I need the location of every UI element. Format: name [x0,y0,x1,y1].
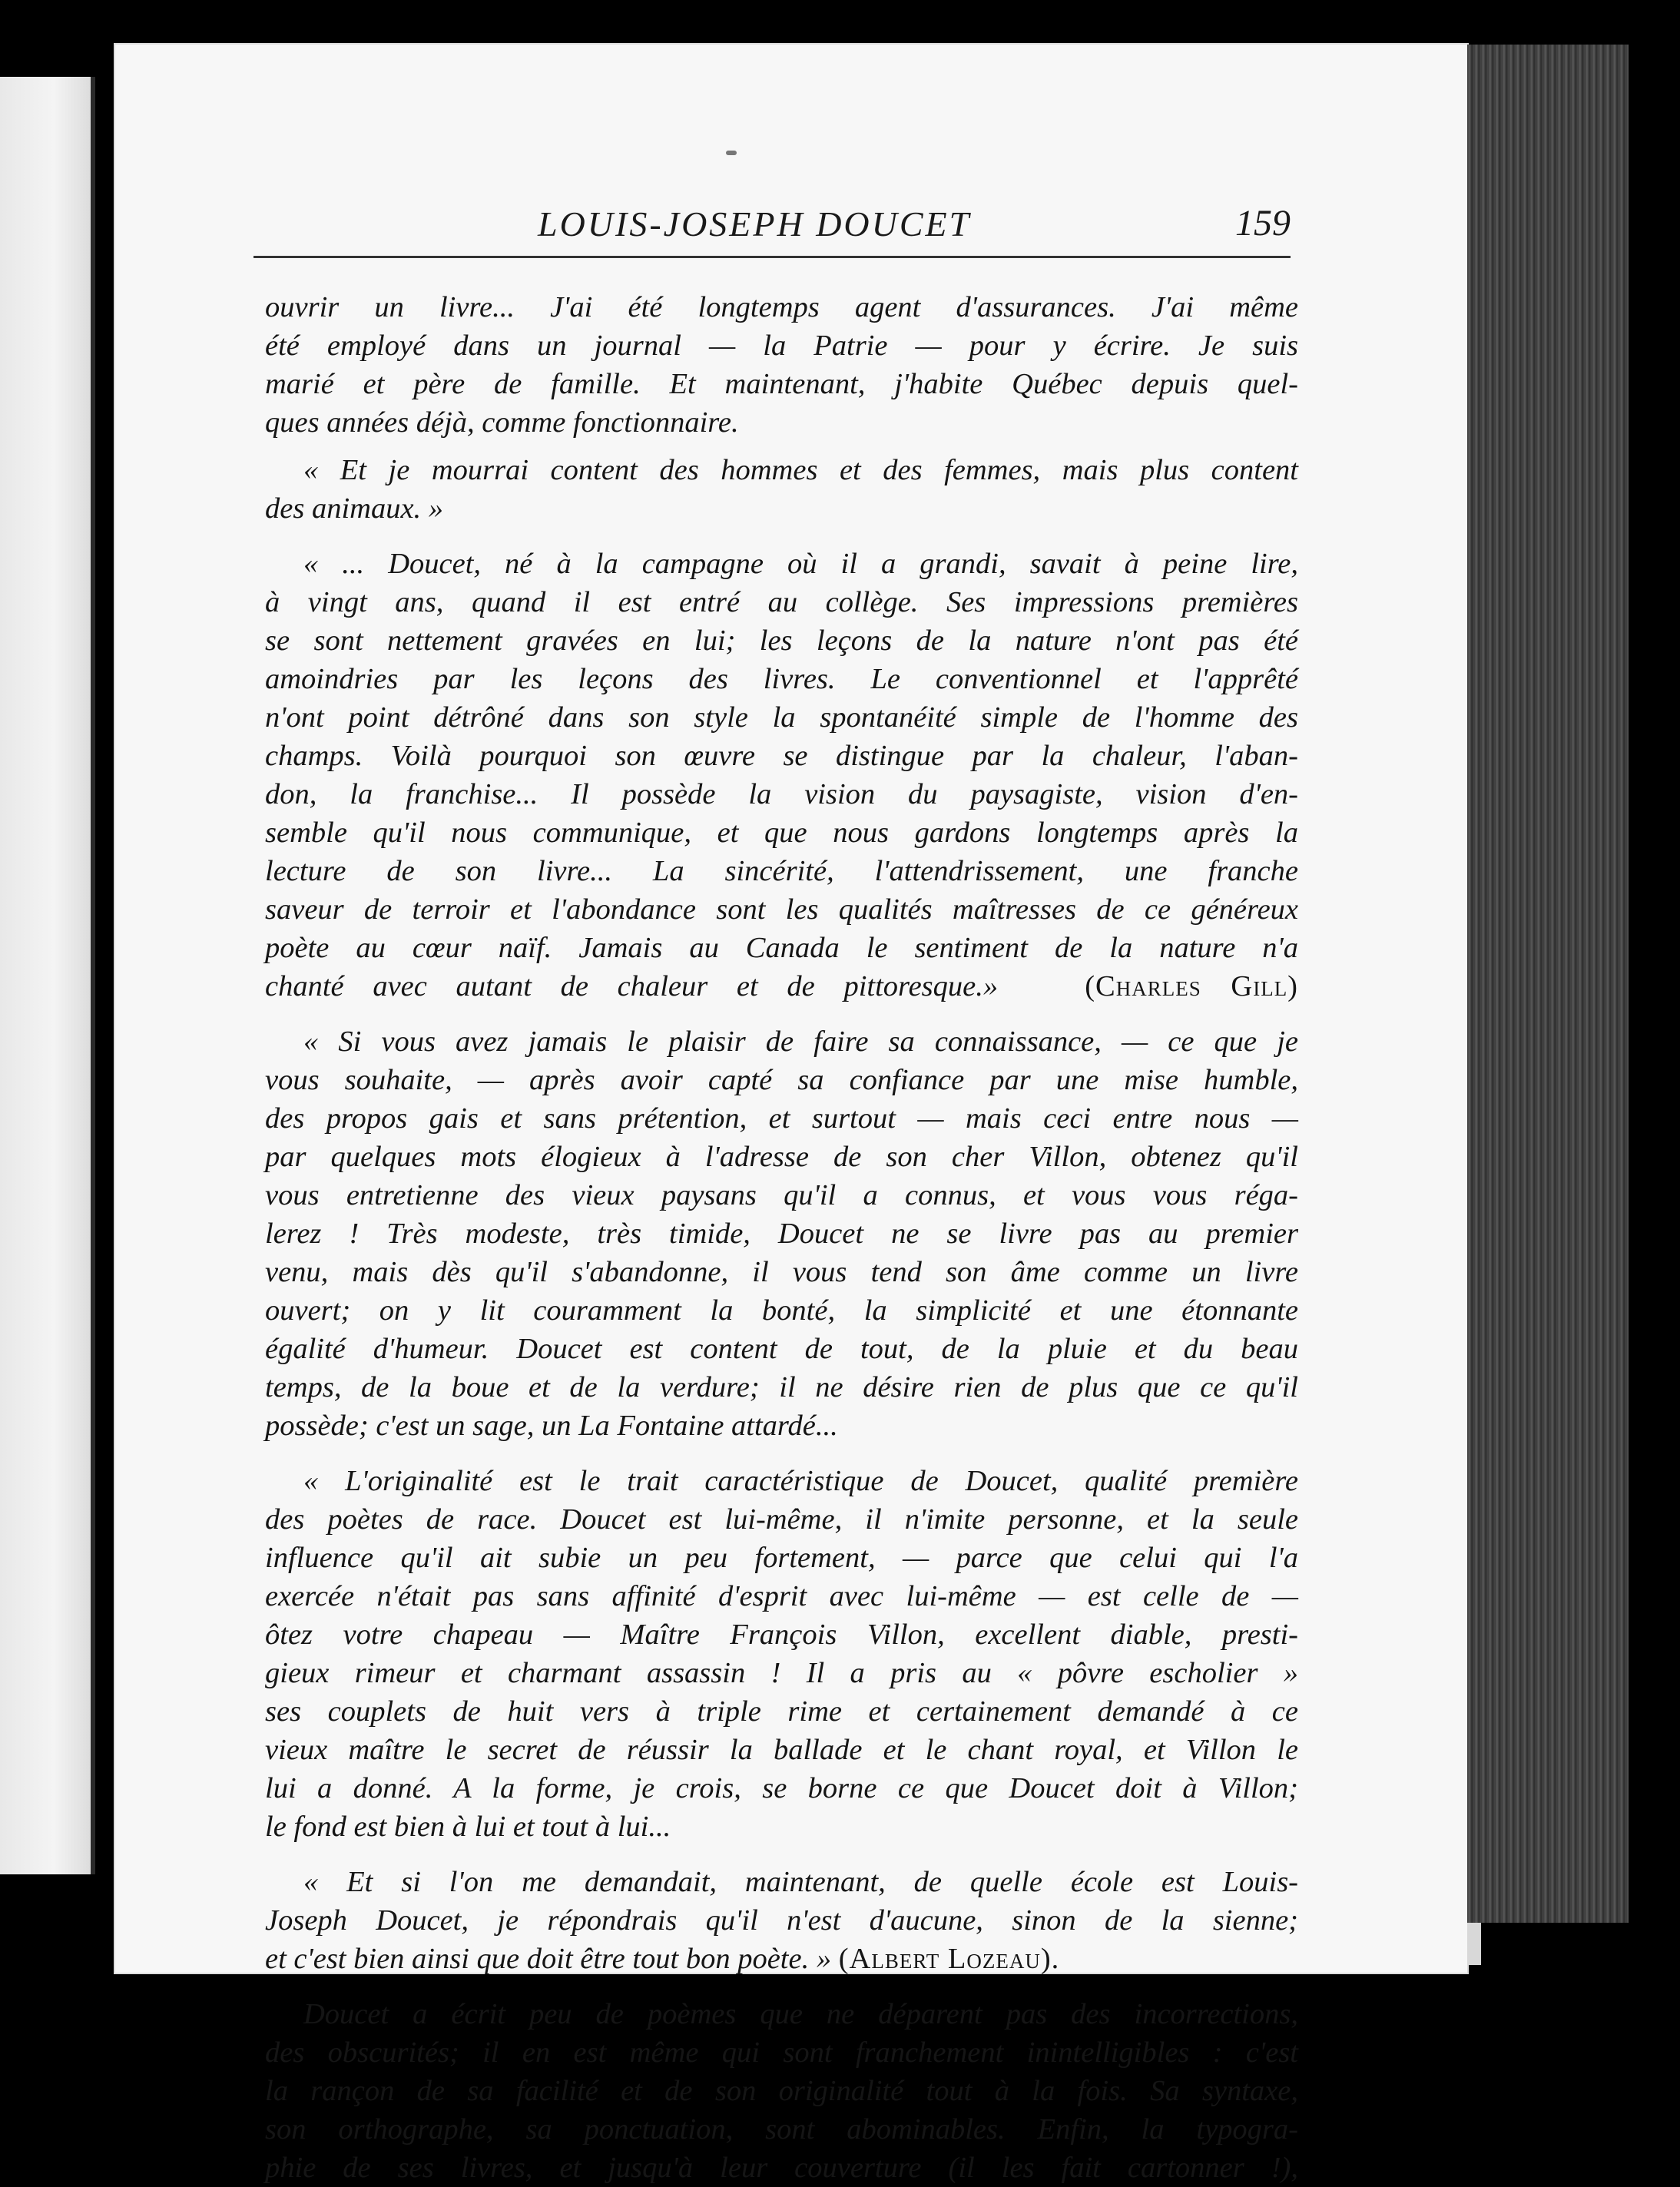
text-line: la rançon de sa facilité et de son originalité tout à la fois. Sa syntaxe, [265,2075,1298,2107]
text-line: été employé dans un journal — la Patrie — pour y écrire. Je suis [265,330,1298,362]
text-line: des obscurités; il en est même qui sont franchement inintelligibles : c'est [265,2036,1298,2069]
text-line: des animaux. » [265,492,444,525]
text-line: par quelques mots élogieux à l'adresse de son cher Villon, obtenez qu'il [265,1141,1298,1173]
text-line: « Et si l'on me demandait, maintenant, de quelle école est Louis- [303,1866,1298,1898]
paragraph-1 [265,288,1298,442]
text-line-content: et c'est bien ainsi que doit être tout bon poète. » [265,1943,832,1975]
text-line: venu, mais dès qu'il s'abandonne, il vous tend son âme comme un livre [265,1256,1298,1288]
text-line: gieux rimeur et charmant assassin ! Il a pris au « pôvre escholier » [265,1657,1298,1689]
text-line: poète au cœur naïf. Jamais au Canada le sentiment de la nature n'a [265,932,1298,964]
paragraph-7 [265,1995,1298,2187]
text-line: son orthographe, sa ponctuation, sont abominables. Enfin, la typogra- [265,2113,1298,2146]
text-line: des poètes de race. Doucet est lui-même, il n'imite personne, et la seule [265,1503,1298,1536]
text-line: amoindries par les leçons des livres. Le conventionnel et l'apprêté [265,663,1298,695]
text-line: ses couplets de huit vers à triple rime et certainement demandé à ce [265,1695,1298,1728]
page-mark [726,151,737,155]
page-stack-edge [1467,45,1629,1923]
text-line: lecture de son livre... La sincérité, l'attendrissement, une franche [265,855,1298,887]
text-line: se sont nettement gravées en lui; les leçons de la nature n'ont pas été [265,625,1298,657]
text-line: temps, de la boue et de la verdure; il ne désire rien de plus que ce qu'il [265,1371,1298,1403]
left-page-edge [0,77,95,1874]
text-line: saveur de terroir et l'abondance sont les qualités maîtresses de ce généreux [265,893,1298,926]
text-line: lerez ! Très modeste, très timide, Doucet ne se livre pas au premier [265,1218,1298,1250]
text-line: n'ont point détrôné dans son style la spontanéité simple de l'homme des [265,701,1298,734]
citation-charles-gill: (Charles Gill) [1085,970,1299,1002]
text-line [265,1940,1298,1978]
text-line: le fond est bien à lui et tout à lui... [265,1811,671,1843]
paragraph-6 [265,1863,1298,1978]
text-line: des propos gais et sans prétention, et surtout — mais ceci entre nous — [265,1102,1298,1135]
text-line: égalité d'humeur. Doucet est content de tout, de la pluie et du beau [265,1333,1298,1365]
text-line-content: chanté avec autant de chaleur et de pittoresque.» [265,970,999,1002]
text-line: phie de ses livres, et jusqu'à leur couverture (il les fait cartonner !), [265,2152,1298,2184]
text-line: « ... Doucet, né à la campagne où il a grandi, savait à peine lire, [303,548,1298,580]
citation-albert-lozeau: (Albert Lozeau). [838,1943,1060,1975]
text-line: ouvrir un livre... J'ai été longtemps agent d'assurances. J'ai même [265,291,1298,323]
text-line: ques années déjà, comme fonctionnaire. [265,406,739,439]
text-line: ouvert; on y lit couramment la bonté, la simplicité et une étonnante [265,1294,1298,1327]
text-line: champs. Voilà pourquoi son œuvre se distingue par la chaleur, l'aban- [265,740,1298,772]
text-line: marié et père de famille. Et maintenant, j'habite Québec depuis quel- [265,368,1298,400]
text-line: possède; c'est un sage, un La Fontaine attardé... [265,1410,838,1442]
text-line: Doucet a écrit peu de poèmes que ne déparent pas des incorrections, [303,1998,1298,2030]
page-number: 159 [1235,203,1291,244]
body-text [265,288,1298,2187]
text-line: don, la franchise... Il possède la vision du paysagiste, vision d'en- [265,778,1298,810]
text-line: influence qu'il ait subie un peu fortement, — parce que celui qui l'a [265,1542,1298,1574]
text-line: lui a donné. A la forme, je crois, se borne ce que Doucet doit à Villon; [265,1772,1298,1804]
text-line: vous souhaite, — après avoir capté sa confiance par une mise humble, [265,1064,1298,1096]
paragraph-4 [265,1022,1298,1445]
text-line: ôtez votre chapeau — Maître François Villon, excellent diable, presti- [265,1619,1298,1651]
running-title: LOUIS-JOSEPH DOUCET [538,204,972,244]
text-line: vous entretienne des vieux paysans qu'il a connus, et vous vous réga- [265,1179,1298,1211]
text-line: « Si vous avez jamais le plaisir de faire sa connaissance, — ce que je [303,1026,1298,1058]
text-line: vieux maître le secret de réussir la ballade et le chant royal, et Villon le [265,1734,1298,1766]
text-line: semble qu'il nous communique, et que nous gardons longtemps après la [265,817,1298,849]
text-line: Joseph Doucet, je répondrais qu'il n'est d'aucune, sinon de la sienne; [265,1904,1298,1937]
text-line: à vingt ans, quand il est entré au collège. Ses impressions premières [265,586,1298,618]
text-line: « Et je mourrai content des hommes et des femmes, mais plus content [303,454,1298,486]
left-page-curl [0,77,91,1874]
text-line: « L'originalité est le trait caractéristique de Doucet, qualité première [303,1465,1298,1497]
text-line: exercée n'était pas sans affinité d'esprit avec lui-même — est celle de — [265,1580,1298,1612]
header-rule [253,256,1291,258]
text-line [265,967,1298,1006]
paragraph-5 [265,1462,1298,1846]
paragraph-2 [265,451,1298,528]
page-header [253,204,1291,257]
paragraph-3 [265,545,1298,1006]
